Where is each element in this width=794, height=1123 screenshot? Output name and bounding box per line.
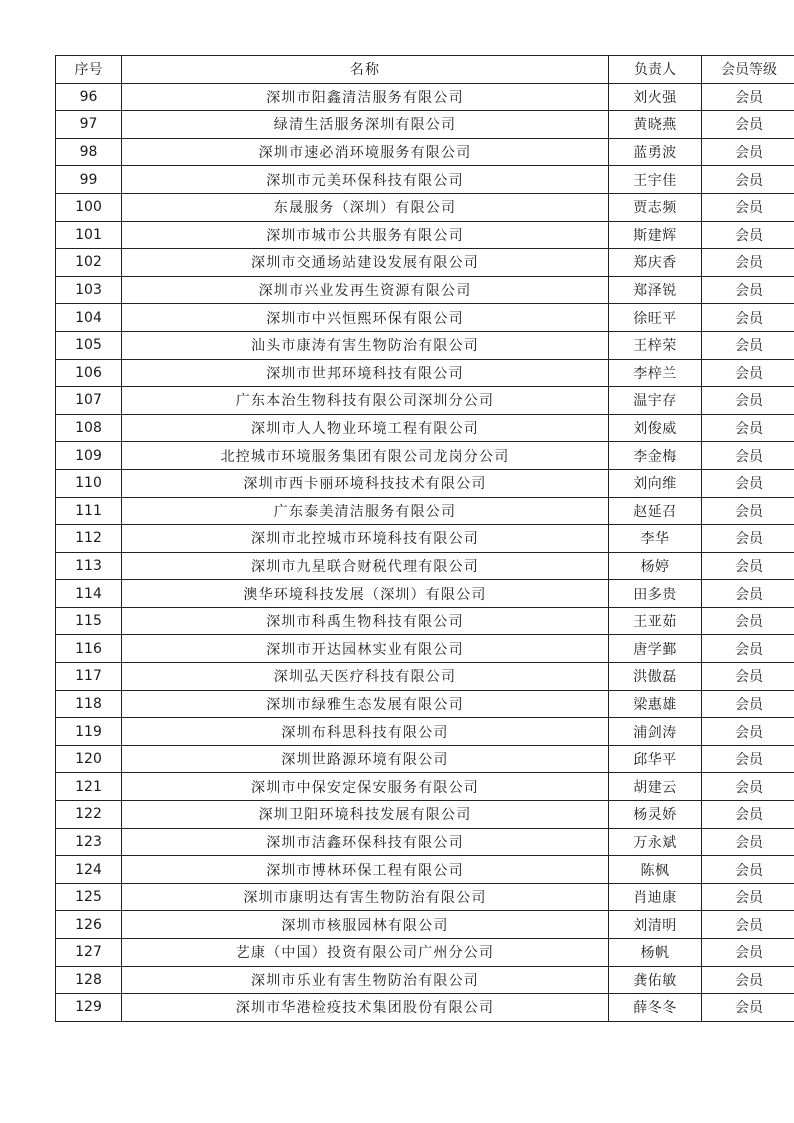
cell-person-in-charge: 黄晓燕 <box>609 111 702 139</box>
cell-member-level: 会员 <box>702 138 794 166</box>
cell-person-in-charge: 赵延召 <box>609 497 702 525</box>
cell-company-name: 深圳市乐业有害生物防治有限公司 <box>122 966 609 994</box>
cell-member-level: 会员 <box>702 525 794 553</box>
header-name: 名称 <box>122 56 609 84</box>
member-table <box>55 55 794 1022</box>
cell-person-in-charge: 胡建云 <box>609 773 702 801</box>
cell-person-in-charge: 薛冬冬 <box>609 994 702 1022</box>
cell-person-in-charge: 蓝勇波 <box>609 138 702 166</box>
cell-person-in-charge: 杨婷 <box>609 552 702 580</box>
table-row <box>56 663 794 691</box>
cell-company-name: 深圳市阳鑫清洁服务有限公司 <box>122 83 609 111</box>
cell-company-name: 深圳市中兴恒熙环保有限公司 <box>122 304 609 332</box>
table-row <box>56 966 794 994</box>
cell-company-name: 深圳市核服园林有限公司 <box>122 911 609 939</box>
cell-person-in-charge: 梁惠雄 <box>609 690 702 718</box>
cell-person-in-charge: 洪傲磊 <box>609 663 702 691</box>
cell-serial-number: 129 <box>56 994 122 1022</box>
table-row <box>56 801 794 829</box>
table-row <box>56 911 794 939</box>
cell-person-in-charge: 浦剑涛 <box>609 718 702 746</box>
cell-company-name: 深圳市兴业发再生资源有限公司 <box>122 276 609 304</box>
header-serial-number: 序号 <box>56 56 122 84</box>
cell-person-in-charge: 徐旺平 <box>609 304 702 332</box>
cell-member-level: 会员 <box>702 387 794 415</box>
cell-member-level: 会员 <box>702 111 794 139</box>
cell-person-in-charge: 温宇存 <box>609 387 702 415</box>
cell-company-name: 汕头市康涛有害生物防治有限公司 <box>122 331 609 359</box>
cell-serial-number: 105 <box>56 331 122 359</box>
cell-serial-number: 128 <box>56 966 122 994</box>
cell-member-level: 会员 <box>702 83 794 111</box>
cell-member-level: 会员 <box>702 552 794 580</box>
cell-serial-number: 100 <box>56 193 122 221</box>
cell-company-name: 深圳市华港检疫技术集团股份有限公司 <box>122 994 609 1022</box>
cell-company-name: 东晟服务（深圳）有限公司 <box>122 193 609 221</box>
cell-person-in-charge: 刘清明 <box>609 911 702 939</box>
cell-serial-number: 123 <box>56 828 122 856</box>
cell-person-in-charge: 肖迪康 <box>609 883 702 911</box>
cell-serial-number: 122 <box>56 801 122 829</box>
table-header-row <box>56 56 794 84</box>
cell-company-name: 深圳市洁鑫环保科技有限公司 <box>122 828 609 856</box>
table-row <box>56 773 794 801</box>
cell-member-level: 会员 <box>702 607 794 635</box>
cell-person-in-charge: 杨帆 <box>609 939 702 967</box>
cell-serial-number: 119 <box>56 718 122 746</box>
cell-company-name: 深圳市康明达有害生物防治有限公司 <box>122 883 609 911</box>
table-row <box>56 607 794 635</box>
cell-serial-number: 120 <box>56 745 122 773</box>
cell-member-level: 会员 <box>702 745 794 773</box>
table-row <box>56 580 794 608</box>
cell-company-name: 深圳卫阳环境科技发展有限公司 <box>122 801 609 829</box>
table-row <box>56 387 794 415</box>
table-row <box>56 111 794 139</box>
table-row <box>56 138 794 166</box>
cell-serial-number: 96 <box>56 83 122 111</box>
cell-serial-number: 98 <box>56 138 122 166</box>
cell-person-in-charge: 陈枫 <box>609 856 702 884</box>
table-row <box>56 994 794 1022</box>
cell-company-name: 深圳市城市公共服务有限公司 <box>122 221 609 249</box>
table-row <box>56 497 794 525</box>
cell-company-name: 深圳市交通场站建设发展有限公司 <box>122 249 609 277</box>
cell-member-level: 会员 <box>702 718 794 746</box>
cell-serial-number: 104 <box>56 304 122 332</box>
cell-company-name: 艺康（中国）投资有限公司广州分公司 <box>122 939 609 967</box>
cell-serial-number: 127 <box>56 939 122 967</box>
table-row <box>56 883 794 911</box>
cell-member-level: 会员 <box>702 221 794 249</box>
cell-company-name: 广东泰美清洁服务有限公司 <box>122 497 609 525</box>
cell-serial-number: 113 <box>56 552 122 580</box>
cell-member-level: 会员 <box>702 331 794 359</box>
table-row <box>56 939 794 967</box>
cell-company-name: 深圳市北控城市环境科技有限公司 <box>122 525 609 553</box>
cell-person-in-charge: 万永斌 <box>609 828 702 856</box>
table-row <box>56 304 794 332</box>
cell-member-level: 会员 <box>702 690 794 718</box>
table-row <box>56 856 794 884</box>
cell-person-in-charge: 田多贵 <box>609 580 702 608</box>
cell-person-in-charge: 唐学鄞 <box>609 635 702 663</box>
header-member-level: 会员等级 <box>702 56 794 84</box>
cell-serial-number: 117 <box>56 663 122 691</box>
cell-person-in-charge: 刘俊威 <box>609 414 702 442</box>
cell-member-level: 会员 <box>702 939 794 967</box>
cell-member-level: 会员 <box>702 469 794 497</box>
cell-serial-number: 114 <box>56 580 122 608</box>
cell-serial-number: 116 <box>56 635 122 663</box>
cell-person-in-charge: 龚佑敏 <box>609 966 702 994</box>
cell-serial-number: 101 <box>56 221 122 249</box>
cell-company-name: 深圳市西卡丽环境科技技术有限公司 <box>122 469 609 497</box>
cell-member-level: 会员 <box>702 883 794 911</box>
cell-person-in-charge: 刘向维 <box>609 469 702 497</box>
table-row <box>56 690 794 718</box>
cell-company-name: 深圳市人人物业环境工程有限公司 <box>122 414 609 442</box>
cell-company-name: 广东本治生物科技有限公司深圳分公司 <box>122 387 609 415</box>
table-row <box>56 635 794 663</box>
cell-serial-number: 110 <box>56 469 122 497</box>
cell-person-in-charge: 王亚茹 <box>609 607 702 635</box>
cell-person-in-charge: 斯建辉 <box>609 221 702 249</box>
cell-company-name: 深圳市开达园林实业有限公司 <box>122 635 609 663</box>
cell-member-level: 会员 <box>702 442 794 470</box>
cell-member-level: 会员 <box>702 856 794 884</box>
cell-serial-number: 108 <box>56 414 122 442</box>
table-row <box>56 83 794 111</box>
cell-company-name: 深圳市九星联合财税代理有限公司 <box>122 552 609 580</box>
table-row <box>56 359 794 387</box>
cell-company-name: 绿清生活服务深圳有限公司 <box>122 111 609 139</box>
cell-person-in-charge: 王宇佳 <box>609 166 702 194</box>
cell-serial-number: 126 <box>56 911 122 939</box>
table-row <box>56 718 794 746</box>
cell-serial-number: 125 <box>56 883 122 911</box>
table-row <box>56 331 794 359</box>
table-row <box>56 249 794 277</box>
cell-serial-number: 109 <box>56 442 122 470</box>
cell-serial-number: 103 <box>56 276 122 304</box>
cell-member-level: 会员 <box>702 911 794 939</box>
cell-company-name: 深圳市科禹生物科技有限公司 <box>122 607 609 635</box>
cell-company-name: 深圳市速必消环境服务有限公司 <box>122 138 609 166</box>
cell-member-level: 会员 <box>702 166 794 194</box>
cell-member-level: 会员 <box>702 635 794 663</box>
cell-company-name: 深圳市博林环保工程有限公司 <box>122 856 609 884</box>
cell-person-in-charge: 李梓兰 <box>609 359 702 387</box>
cell-member-level: 会员 <box>702 414 794 442</box>
cell-person-in-charge: 王梓荣 <box>609 331 702 359</box>
cell-company-name: 深圳市绿雅生态发展有限公司 <box>122 690 609 718</box>
cell-serial-number: 107 <box>56 387 122 415</box>
cell-serial-number: 118 <box>56 690 122 718</box>
cell-serial-number: 115 <box>56 607 122 635</box>
cell-member-level: 会员 <box>702 663 794 691</box>
cell-serial-number: 121 <box>56 773 122 801</box>
header-person-in-charge: 负责人 <box>609 56 702 84</box>
cell-person-in-charge: 郑庆香 <box>609 249 702 277</box>
cell-person-in-charge: 贾志频 <box>609 193 702 221</box>
cell-person-in-charge: 杨灵娇 <box>609 801 702 829</box>
cell-company-name: 深圳布科思科技有限公司 <box>122 718 609 746</box>
table-row <box>56 552 794 580</box>
cell-member-level: 会员 <box>702 966 794 994</box>
cell-member-level: 会员 <box>702 580 794 608</box>
cell-company-name: 深圳世路源环境有限公司 <box>122 745 609 773</box>
table-row <box>56 469 794 497</box>
cell-member-level: 会员 <box>702 359 794 387</box>
cell-serial-number: 97 <box>56 111 122 139</box>
cell-company-name: 北控城市环境服务集团有限公司龙岗分公司 <box>122 442 609 470</box>
cell-member-level: 会员 <box>702 801 794 829</box>
table-row <box>56 745 794 773</box>
cell-serial-number: 106 <box>56 359 122 387</box>
cell-company-name: 深圳弘天医疗科技有限公司 <box>122 663 609 691</box>
cell-member-level: 会员 <box>702 249 794 277</box>
table-row <box>56 828 794 856</box>
table-row <box>56 193 794 221</box>
table-row <box>56 442 794 470</box>
cell-member-level: 会员 <box>702 304 794 332</box>
cell-member-level: 会员 <box>702 994 794 1022</box>
table-row <box>56 414 794 442</box>
table-row <box>56 276 794 304</box>
cell-person-in-charge: 李金梅 <box>609 442 702 470</box>
cell-person-in-charge: 郑泽锐 <box>609 276 702 304</box>
cell-company-name: 澳华环境科技发展（深圳）有限公司 <box>122 580 609 608</box>
cell-member-level: 会员 <box>702 773 794 801</box>
cell-member-level: 会员 <box>702 276 794 304</box>
cell-member-level: 会员 <box>702 193 794 221</box>
cell-person-in-charge: 李华 <box>609 525 702 553</box>
cell-company-name: 深圳市元美环保科技有限公司 <box>122 166 609 194</box>
cell-person-in-charge: 刘火强 <box>609 83 702 111</box>
table-row <box>56 221 794 249</box>
cell-serial-number: 124 <box>56 856 122 884</box>
cell-company-name: 深圳市中保安定保安服务有限公司 <box>122 773 609 801</box>
cell-serial-number: 99 <box>56 166 122 194</box>
member-list-page <box>55 55 777 1022</box>
cell-serial-number: 111 <box>56 497 122 525</box>
cell-member-level: 会员 <box>702 828 794 856</box>
table-row <box>56 525 794 553</box>
cell-serial-number: 112 <box>56 525 122 553</box>
cell-member-level: 会员 <box>702 497 794 525</box>
cell-person-in-charge: 邱华平 <box>609 745 702 773</box>
table-row <box>56 166 794 194</box>
cell-company-name: 深圳市世邦环境科技有限公司 <box>122 359 609 387</box>
table-body <box>56 83 794 1021</box>
cell-serial-number: 102 <box>56 249 122 277</box>
